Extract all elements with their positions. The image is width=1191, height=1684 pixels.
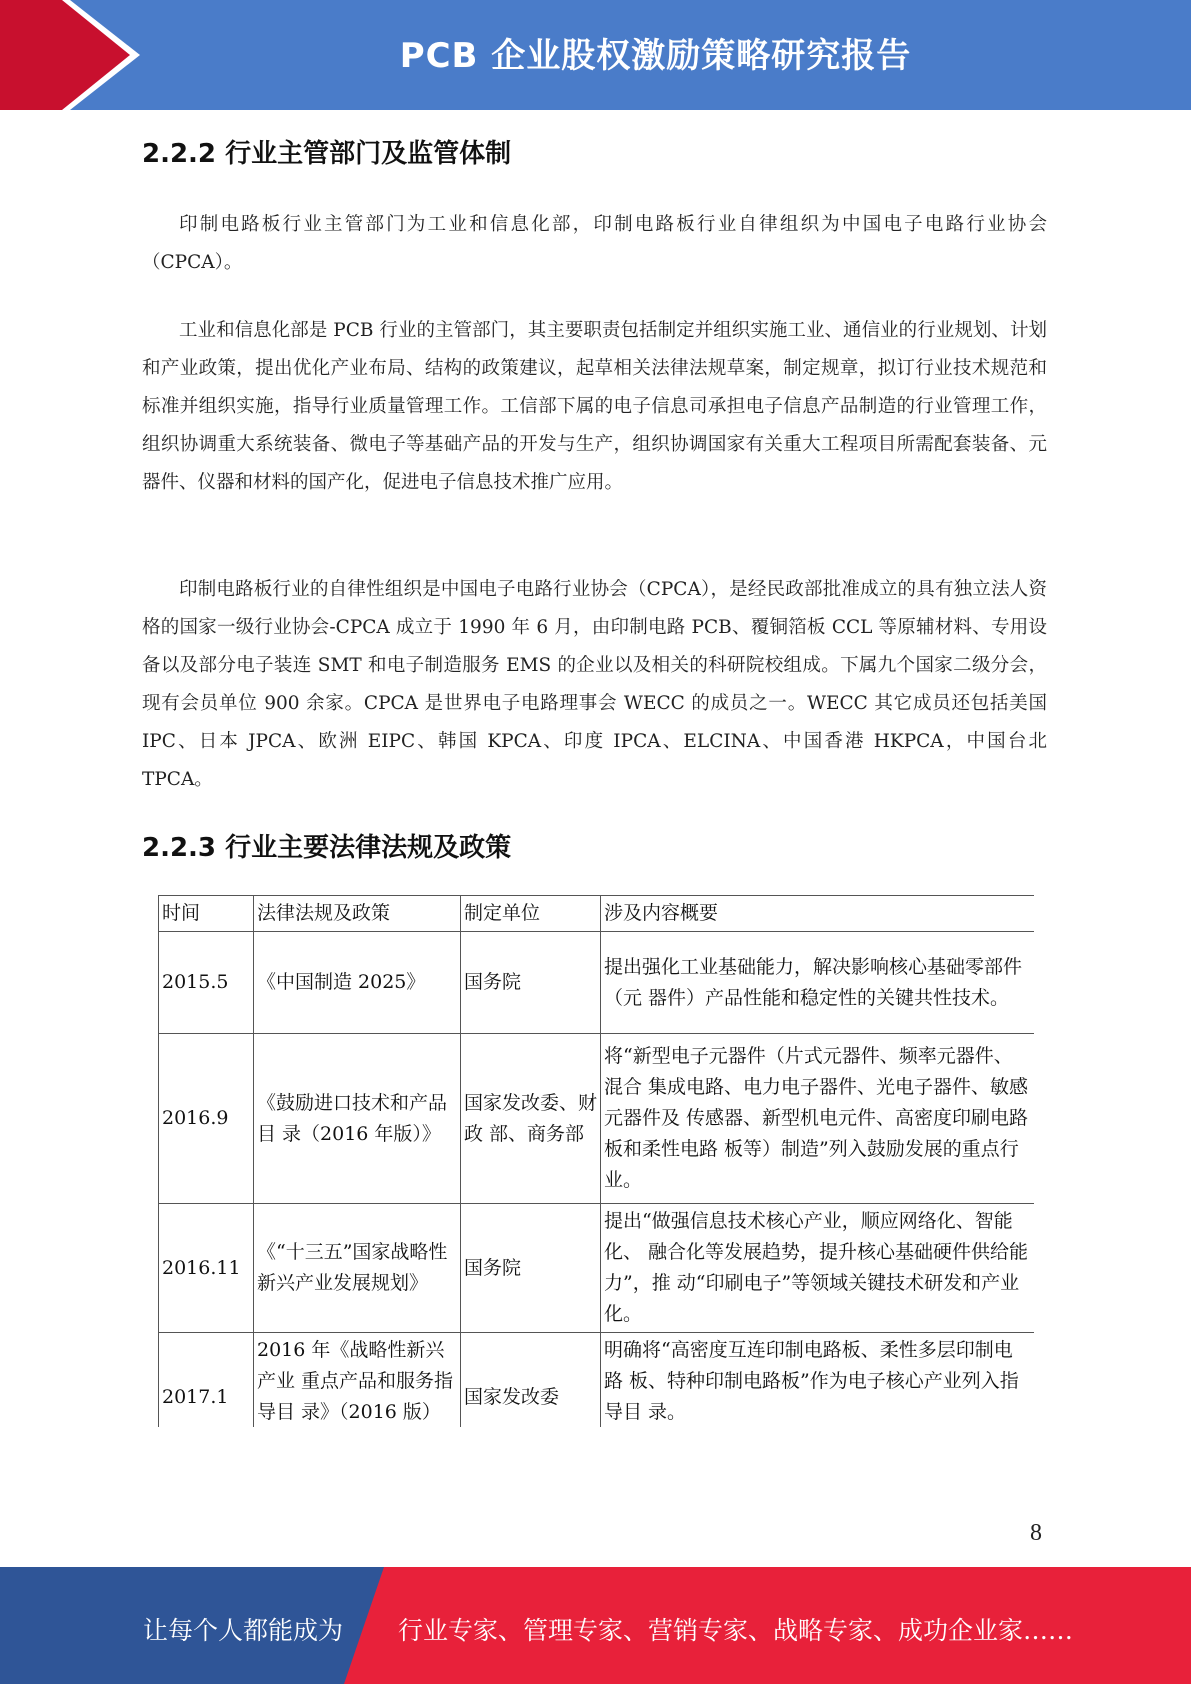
table-row [159, 1204, 1035, 1333]
cell-time: 2016.11 [159, 1204, 254, 1333]
footer-slogan-left: 让每个人都能成为 [143, 1616, 344, 1645]
cell-issuer: 国务院 [461, 932, 601, 1034]
cell-policy: 《“十三五”国家战略性 新兴产业发展规划》 [254, 1204, 461, 1333]
table-row [159, 932, 1035, 1034]
header-time: 时间 [159, 896, 254, 932]
cell-issuer: 国务院 [461, 1204, 601, 1333]
paragraph-1: 印制电路板行业主管部门为工业和信息化部，印制电路板行业自律组织为中国电子电路行业协会（CPCA）。 [142, 214, 1047, 273]
section-heading-2-2-2: 2.2.2 行业主管部门及监管体制 [142, 139, 512, 169]
cell-summary: 明确将“高密度互连印制电路板、柔性多层印制电路 板、特种印制电路板”作为电子核心产业列入指导目 录。 [601, 1333, 1035, 1428]
table-row [159, 1034, 1035, 1204]
report-title: PCB 企业股权激励策略研究报告 [399, 36, 912, 76]
table-row [159, 1333, 1035, 1428]
header-summary: 涉及内容概要 [601, 896, 1035, 932]
cell-issuer: 国家发改委、财政 部、商务部 [461, 1034, 601, 1204]
section-heading-2-2-3: 2.2.3 行业主要法律法规及政策 [142, 833, 512, 863]
table-header-row [159, 896, 1035, 932]
header-issuer: 制定单位 [461, 896, 601, 932]
cell-policy: 2016 年《战略性新兴产业 重点产品和服务指导目 录》（2016 版） [254, 1333, 461, 1428]
cell-summary: 提出“做强信息技术核心产业，顺应网络化、智能化、 融合化等发展趋势，提升核心基础硬件供给能力”，推 动“印刷电子”等领域关键技术研发和产业化。 [601, 1204, 1035, 1333]
policy-table [158, 895, 1034, 1427]
cell-summary: 提出强化工业基础能力，解决影响核心基础零部件（元 器件）产品性能和稳定性的关键共性技术。 [601, 932, 1035, 1034]
page-footer [0, 1567, 1191, 1684]
cell-policy: 《中国制造 2025》 [254, 932, 461, 1034]
footer-slogan-right: 行业专家、管理专家、营销专家、战略专家、成功企业家…… [398, 1616, 1074, 1645]
cell-time: 2016.9 [159, 1034, 254, 1204]
cell-time: 2017.1 [159, 1333, 254, 1428]
header-policy: 法律法规及政策 [254, 896, 461, 932]
cell-time: 2015.5 [159, 932, 254, 1034]
paragraph-2: 工业和信息化部是 PCB 行业的主管部门，其主要职责包括制定并组织实施工业、通信业的行业规划、计划和产业政策，提出优化产业布局、结构的政策建议，起草相关法律法规草案，制定规章，拟订行业技术规范和标准并组织实施，指导行业质量管理工作。工信部下属的电子信息司承担电子信息产品制造的行业管理工作，组织协调重大系统装备、微电子等基础产品的开发与生产，组织协调国家有关重大工程项目所需配套装备、元器件、仪器和材料的国产化，促进电子信息技术推广应用。 [142, 320, 1047, 493]
cell-policy: 《鼓励进口技术和产品目 录（2016 年版）》 [254, 1034, 461, 1204]
page-number: 8 [1030, 1520, 1042, 1546]
cell-issuer: 国家发改委 [461, 1333, 601, 1428]
cell-summary: 将“新型电子元器件（片式元器件、频率元器件、混合 集成电路、电力电子器件、光电子器件、敏感元器件及 传感器、新型机电元件、高密度印刷电路板和柔性电路 板等）制造”列入鼓励发展的重点行业。 [601, 1034, 1035, 1204]
paragraph-3: 印制电路板行业的自律性组织是中国电子电路行业协会（CPCA），是经民政部批准成立的具有独立法人资格的国家一级行业协会-CPCA 成立于 1990 年 6 月，由印制电路 PCB、覆铜箔板 CCL 等原辅材料、专用设备以及部分电子装连 SMT 和电子制造服务 EMS 的企业以及相关的科研院校组成。下属九个国家二级分会，现有会员单位 900 余家。CPCA 是世界电子电路理事会 WECC 的成员之一。WECC 其它成员还包括美国 IPC、日本 JPCA、欧洲 EIPC、韩国 KPCA、印度 IPCA、ELCINA、中国香港 HKPCA，中国台北 TPCA。 [142, 579, 1047, 790]
policy-table-container [158, 895, 1034, 1427]
page-header [0, 0, 1191, 110]
